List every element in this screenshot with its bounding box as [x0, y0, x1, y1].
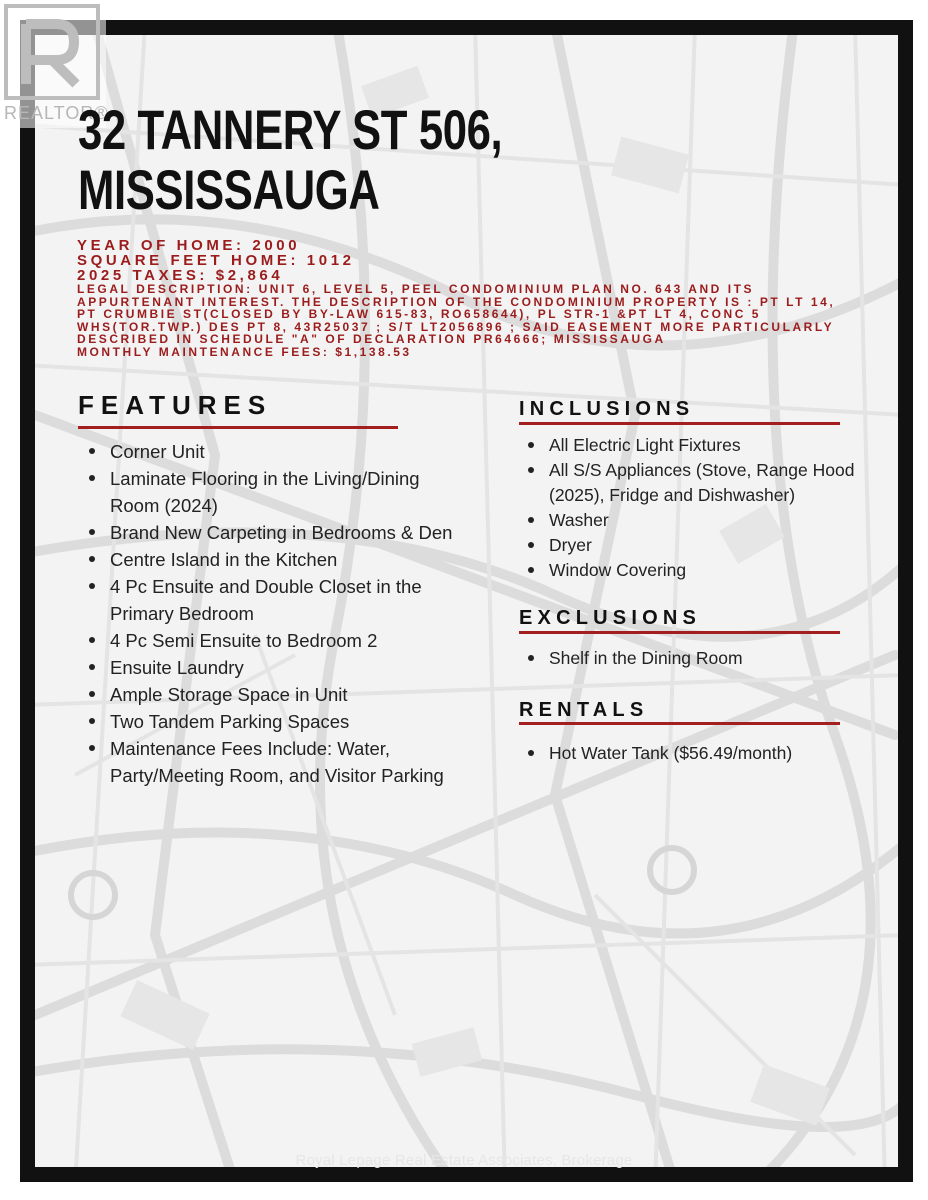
property-facts [77, 238, 847, 359]
annual-taxes: 2025 TAXES: $2,864 [77, 267, 284, 284]
title-address-line: 32 TANNERY ST 506, [78, 98, 503, 161]
exclusions-rule [519, 631, 840, 634]
exclusions-list [518, 646, 863, 671]
exclusion-item: Shelf in the Dining Room [518, 646, 863, 671]
realtor-logo-text: REALTOR® [4, 103, 109, 123]
feature-item: Maintenance Fees Include: Water, Party/Meeting Room, and Visitor Parking [78, 735, 458, 789]
feature-item: Corner Unit [78, 438, 458, 465]
rental-item: Hot Water Tank ($56.49/month) [518, 741, 863, 766]
feature-item: Two Tandem Parking Spaces [78, 708, 458, 735]
feature-item: Brand New Carpeting in Bedrooms & Den [78, 519, 458, 546]
monthly-maintenance-fees: MONTHLY MAINTENANCE FEES: $1,138.53 [77, 344, 412, 359]
exclusions-heading: EXCLUSIONS [519, 607, 702, 629]
inclusion-item: All Electric Light Fixtures [518, 433, 863, 458]
rentals-list [518, 741, 863, 766]
square-feet: SQUARE FEET HOME: 1012 [77, 252, 355, 269]
realtor-r-icon [4, 4, 100, 100]
rentals-rule [519, 722, 840, 725]
features-heading: FEATURES [78, 390, 273, 420]
inclusion-item: Dryer [518, 533, 863, 558]
year-of-home: YEAR OF HOME: 2000 [77, 237, 301, 254]
inclusions-heading: INCLUSIONS [519, 398, 695, 420]
inclusion-item: Window Covering [518, 558, 863, 583]
feature-item: Centre Island in the Kitchen [78, 546, 458, 573]
inclusion-item: All S/S Appliances (Stove, Range Hood (2025), Fridge and Dishwasher) [518, 458, 863, 508]
legal-description: LEGAL DESCRIPTION: UNIT 6, LEVEL 5, PEEL CONDOMINIUM PLAN NO. 643 AND ITS APPURTENANT INTEREST. THE DESCRIPTION OF THE CONDOMINIUM PROPERTY IS : PT LT 14, PT CRUMBIE ST(CLOSED BY BY-LAW 615-83, RO658644), PL STR-1 &PT LT 4, CONC 5 WHS(TOR.TWP.) DES PT 8, 43R25037 ; S/T LT2056896 ; SAID EASEMENT MORE PARTICULARLY DESCRIBED IN SCHEDULE "A" OF DECLARATION PR64666; MISSISSAUGA [77, 282, 836, 347]
feature-item: 4 Pc Semi Ensuite to Bedroom 2 [78, 627, 458, 654]
brokerage-footer: Royal Lepage Real Estate Associates, Brokerage [295, 1152, 633, 1169]
feature-item: Ensuite Laundry [78, 654, 458, 681]
features-list [78, 438, 458, 789]
rentals-heading: RENTALS [519, 699, 649, 721]
features-rule [78, 426, 398, 429]
inclusions-rule [519, 422, 840, 425]
inclusions-list [518, 433, 863, 583]
inclusion-item: Washer [518, 508, 863, 533]
title-city-line: MISSISSAUGA [78, 158, 380, 221]
feature-item: Laminate Flooring in the Living/Dining Room (2024) [78, 465, 458, 519]
feature-item: 4 Pc Ensuite and Double Closet in the Primary Bedroom [78, 573, 458, 627]
feature-item: Ample Storage Space in Unit [78, 681, 458, 708]
property-title [78, 100, 502, 220]
